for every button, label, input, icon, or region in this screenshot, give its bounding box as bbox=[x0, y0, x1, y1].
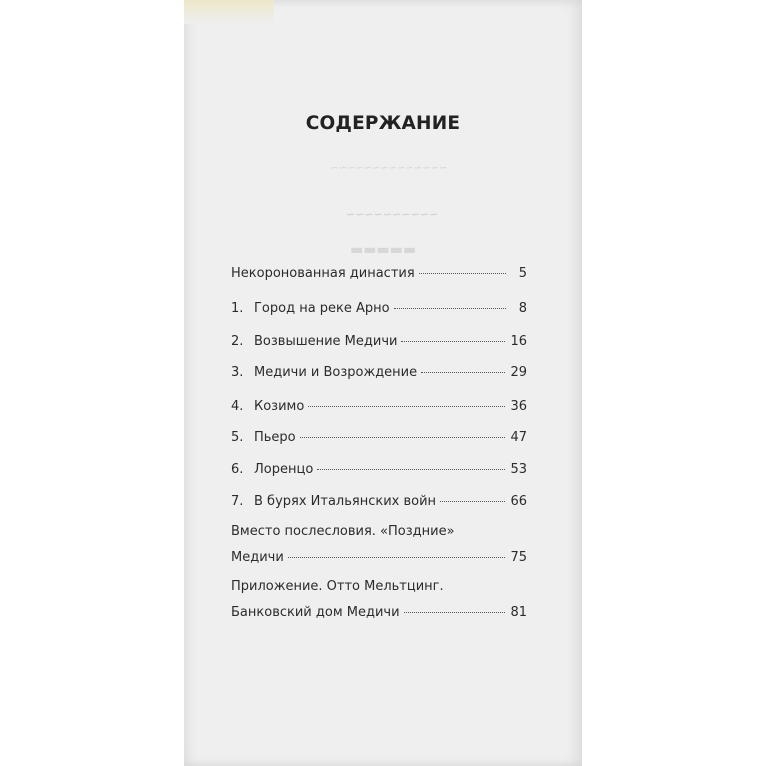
toc-entry-title: Медичи bbox=[231, 550, 284, 565]
toc-entry bbox=[231, 430, 527, 446]
leader-dots bbox=[308, 406, 505, 407]
toc-entry bbox=[231, 524, 527, 566]
toc-entry-title: Некоронованная династия bbox=[231, 266, 415, 281]
toc-entry-title-line: Приложение. Отто Мельтцинг. bbox=[231, 579, 444, 594]
leader-dots bbox=[421, 372, 505, 373]
toc-entry-number: 3. bbox=[231, 365, 244, 380]
toc-entry-title: Лоренцо bbox=[254, 462, 314, 477]
leader-dots bbox=[404, 612, 506, 613]
toc-entry-page: 47 bbox=[510, 430, 527, 445]
toc-entry-number: 5. bbox=[231, 430, 244, 445]
toc-entry bbox=[231, 266, 527, 282]
leader-dots bbox=[300, 437, 506, 438]
toc-entry bbox=[231, 365, 527, 381]
toc-entry-title: Пьеро bbox=[254, 430, 296, 445]
toc-entry-page: 36 bbox=[510, 399, 527, 414]
leader-dots bbox=[419, 273, 506, 274]
toc-entry-page: 16 bbox=[510, 334, 527, 349]
toc-entry bbox=[231, 301, 527, 317]
page-title: СОДЕРЖАНИЕ bbox=[305, 113, 461, 134]
toc-entry bbox=[231, 579, 527, 621]
leader-dots bbox=[317, 469, 505, 470]
toc-entry-page: 75 bbox=[510, 550, 527, 565]
toc-entry-title: Банковский дом Медичи bbox=[231, 605, 400, 620]
toc-entry-page: 8 bbox=[518, 301, 527, 316]
toc-entry-title-line: Вместо послесловия. «Поздние» bbox=[231, 524, 455, 539]
leader-dots bbox=[401, 341, 505, 342]
toc-entry bbox=[231, 399, 527, 415]
bleed-through-mark: ▬▬▬▬▬ bbox=[350, 242, 417, 258]
toc-entry-number: 7. bbox=[231, 494, 244, 509]
toc-entry bbox=[231, 334, 527, 350]
toc-entry-page: 53 bbox=[510, 462, 527, 477]
toc-entry-page: 81 bbox=[510, 605, 527, 620]
bleed-through-mark: ~~~~~~~~~~ bbox=[346, 208, 439, 221]
toc-entry-title: Возвышение Медичи bbox=[254, 334, 398, 349]
leader-dots bbox=[440, 501, 505, 502]
toc-entry-number: 4. bbox=[231, 399, 244, 414]
toc-entry-title: Медичи и Возрождение bbox=[254, 365, 418, 380]
toc-entry-title: Город на реке Арно bbox=[254, 301, 390, 316]
toc-entry bbox=[231, 462, 527, 478]
leader-dots bbox=[394, 308, 506, 309]
bleed-through-mark: ~~~~~~~~~~~~~~ bbox=[330, 163, 448, 174]
toc-entry-title: В бурях Итальянских войн bbox=[254, 494, 437, 509]
toc-entry-number: 2. bbox=[231, 334, 244, 349]
toc-entry-number: 6. bbox=[231, 462, 244, 477]
leader-dots bbox=[288, 557, 506, 558]
toc-entry-number: 1. bbox=[231, 301, 244, 316]
toc-entry-page: 29 bbox=[510, 365, 527, 380]
toc-entry-title: Козимо bbox=[254, 399, 305, 414]
toc-entry bbox=[231, 494, 527, 510]
toc-entry-page: 5 bbox=[518, 266, 527, 281]
toc-entry-page: 66 bbox=[510, 494, 527, 509]
